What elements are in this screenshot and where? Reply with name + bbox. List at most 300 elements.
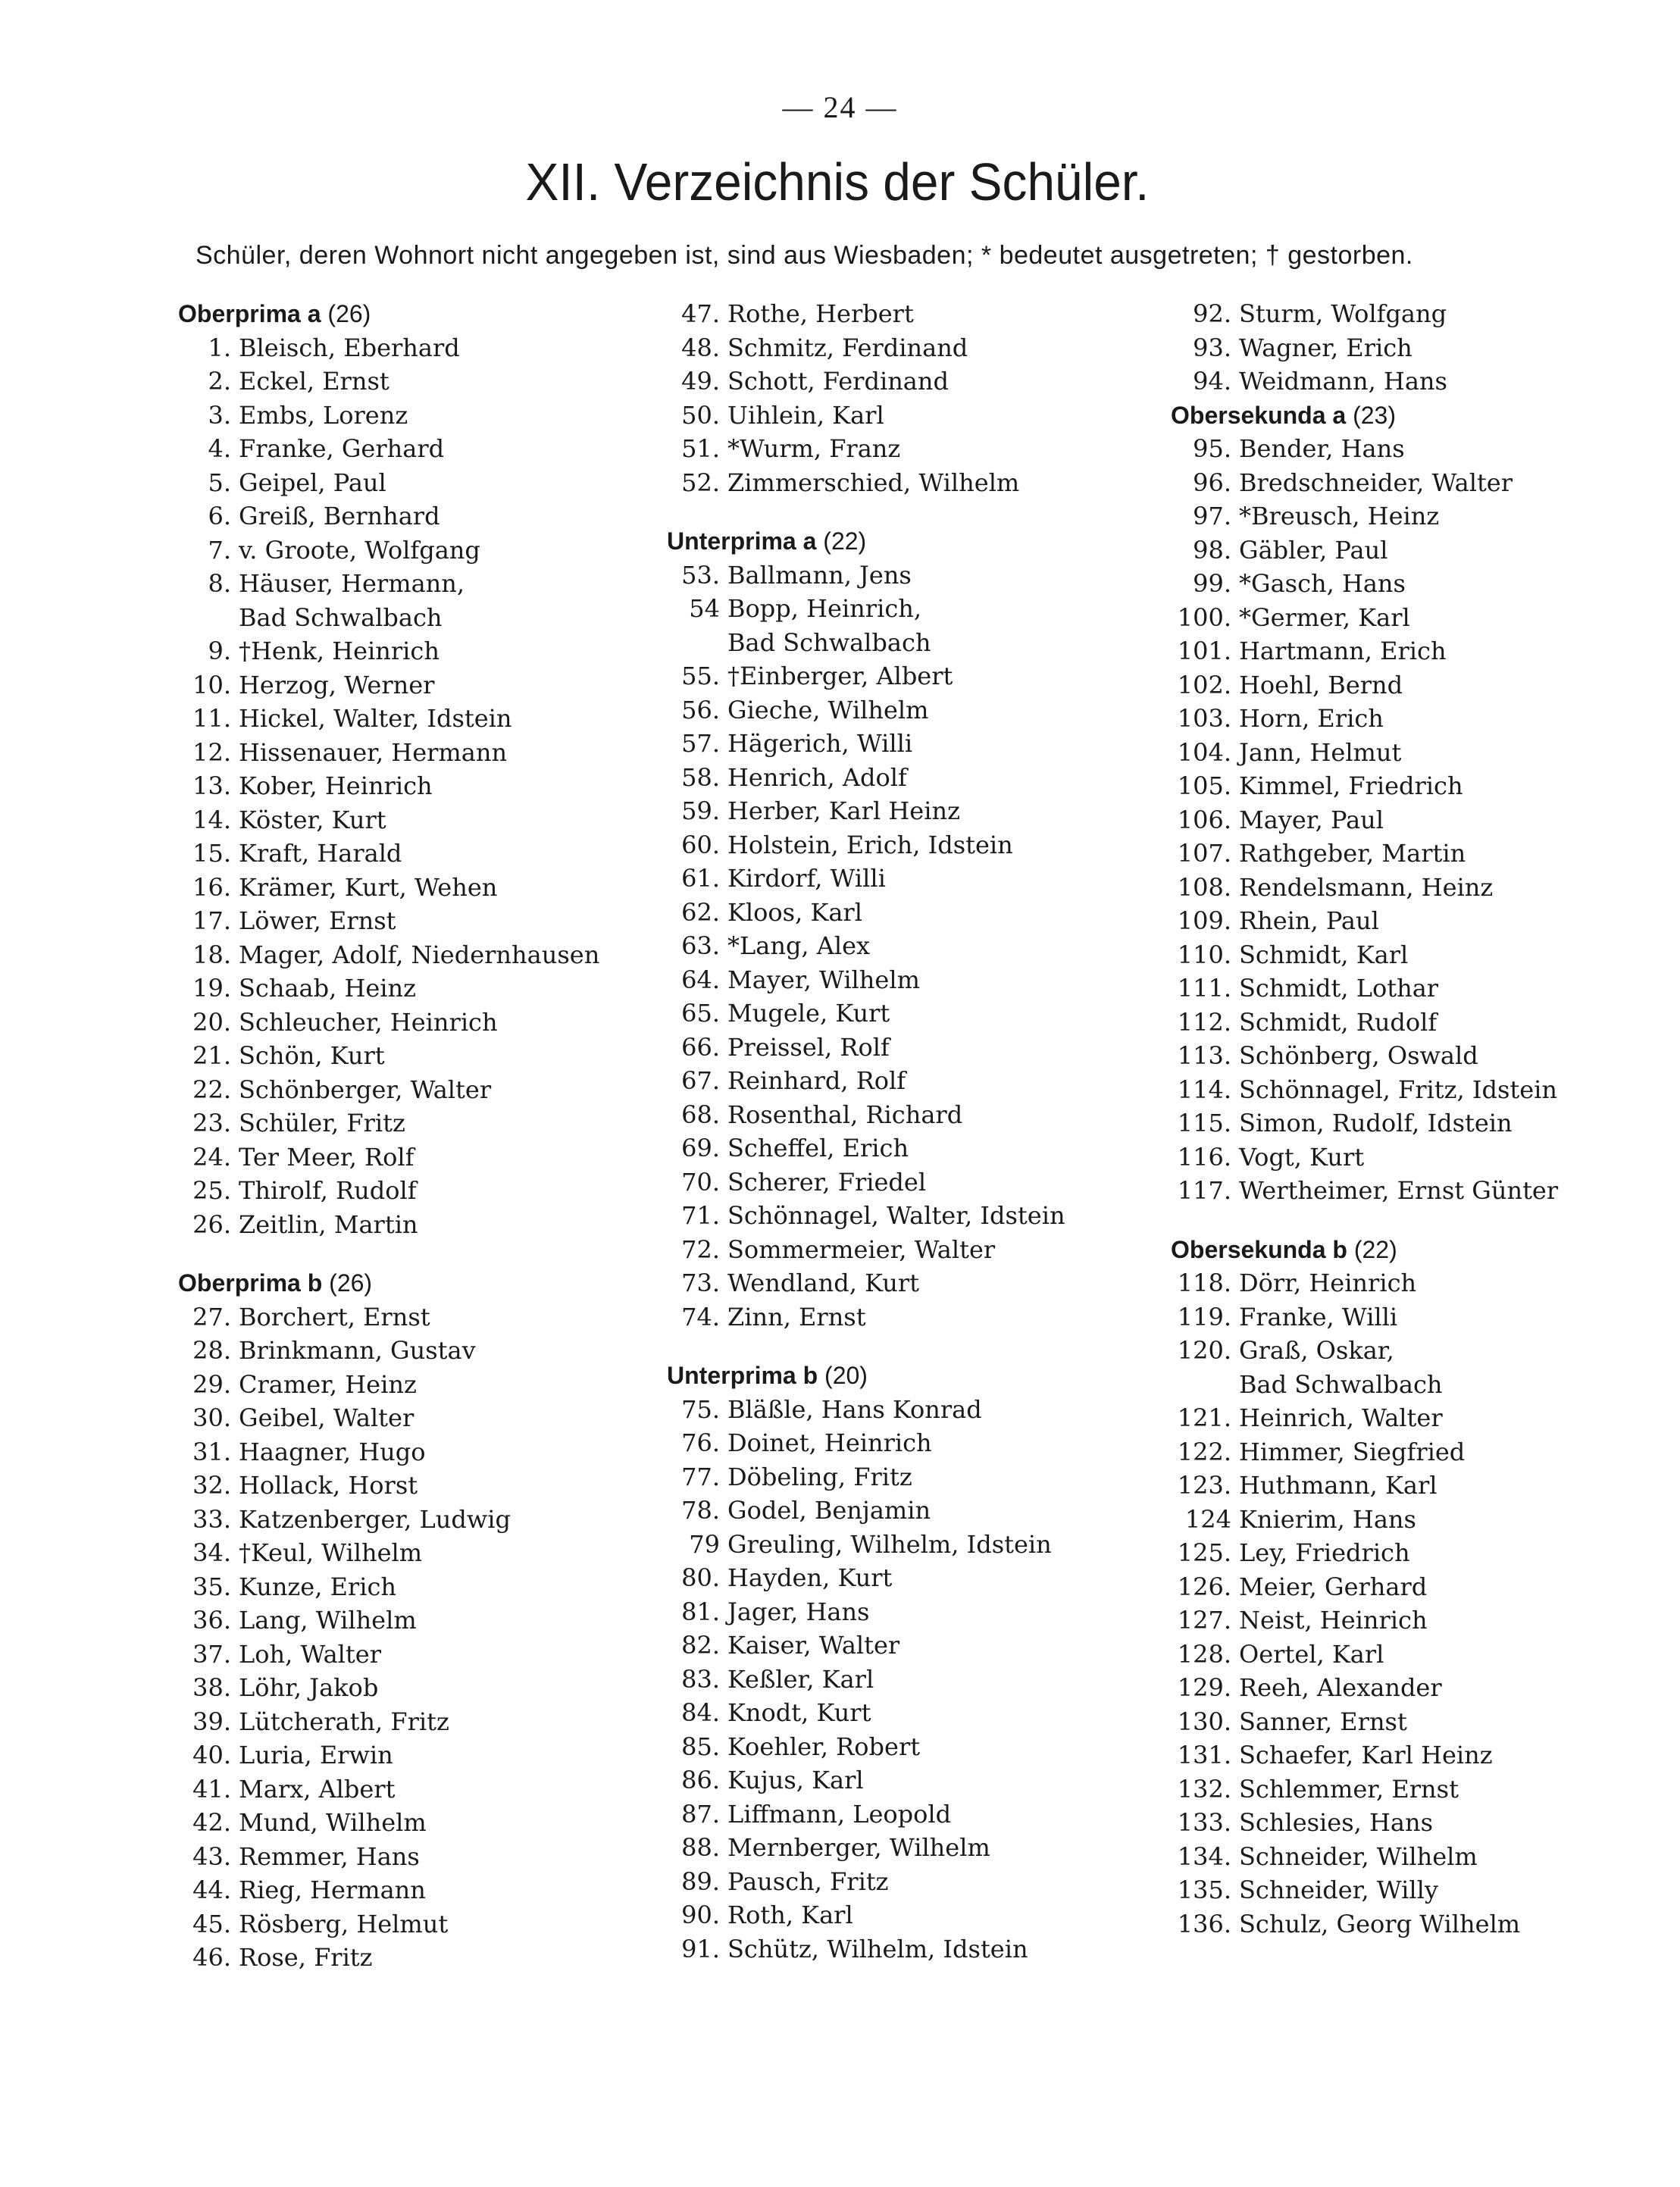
student-number: 92. xyxy=(1193,299,1231,328)
student-name: Gieche, Wilhelm xyxy=(727,695,929,724)
student-name: Mernberger, Wilhelm xyxy=(727,1833,990,1862)
student-number: 5. xyxy=(208,468,231,497)
student-name: Scherer, Friedel xyxy=(727,1167,927,1197)
student-entry xyxy=(1171,1401,1641,1435)
class-name: Oberprima b xyxy=(178,1269,323,1297)
student-number: 78. xyxy=(681,1496,720,1525)
page-title: XII. Verzeichnis der Schüler. xyxy=(525,152,1150,211)
student-number: 23. xyxy=(192,1109,231,1137)
student-name: Geipel, Paul xyxy=(239,468,386,497)
student-name: Rhein, Paul xyxy=(1239,906,1379,935)
student-name: Koehler, Robert xyxy=(727,1732,921,1761)
student-number: 109. xyxy=(1177,906,1231,935)
student-entry xyxy=(1171,499,1641,533)
student-number: 70. xyxy=(681,1167,720,1197)
student-name: Schönnagel, Walter, Idstein xyxy=(727,1201,1065,1230)
student-number: 89. xyxy=(681,1866,720,1896)
student-entry xyxy=(667,1494,1167,1528)
student-number: 86. xyxy=(681,1766,720,1794)
student-number: 88. xyxy=(681,1833,720,1862)
student-name: Rendelsmann, Heinz xyxy=(1239,872,1494,902)
student-name: *Germer, Karl xyxy=(1239,602,1410,632)
student-entry xyxy=(667,1865,1167,1899)
student-number: 85. xyxy=(681,1732,720,1761)
student-entry xyxy=(667,1300,1167,1334)
section-spacer xyxy=(1171,1208,1641,1233)
student-number: 113. xyxy=(1177,1041,1231,1070)
student-entry xyxy=(178,1334,633,1368)
student-entry xyxy=(1171,1266,1641,1300)
student-name: Haagner, Hugo xyxy=(239,1437,426,1466)
student-number: 93. xyxy=(1193,333,1231,362)
student-number: 134. xyxy=(1177,1841,1231,1871)
student-number: 12. xyxy=(192,737,231,767)
student-entry xyxy=(667,1426,1167,1460)
student-entry xyxy=(1171,432,1641,466)
student-entry xyxy=(667,761,1167,795)
student-number: 61. xyxy=(681,864,720,893)
student-entry xyxy=(667,659,1167,693)
student-number: 4. xyxy=(208,434,231,463)
student-entry xyxy=(1171,769,1641,803)
class-count: (22) xyxy=(1353,1235,1397,1263)
student-name: *Wurm, Franz xyxy=(727,434,901,463)
student-name: Loh, Walter xyxy=(239,1639,381,1669)
student-entry xyxy=(667,1898,1167,1932)
student-name: Mayer, Wilhelm xyxy=(727,965,920,994)
student-name: Köster, Kurt xyxy=(239,805,386,834)
student-number: 72. xyxy=(681,1234,720,1264)
student-entry xyxy=(1171,297,1641,331)
student-name: Rosenthal, Richard xyxy=(727,1100,963,1129)
student-name: Holstein, Erich, Idstein xyxy=(727,830,1013,859)
student-number: 135. xyxy=(1177,1876,1231,1904)
student-entry xyxy=(1171,1806,1641,1840)
student-name: Pausch, Fritz xyxy=(727,1866,889,1896)
student-entry xyxy=(667,1797,1167,1832)
student-number: 63. xyxy=(681,931,720,960)
student-number: 8. xyxy=(208,569,231,598)
student-name: Sommermeier, Walter xyxy=(727,1234,996,1264)
student-number: 118. xyxy=(1177,1269,1231,1297)
student-name: Knierim, Hans xyxy=(1239,1504,1416,1534)
class-heading xyxy=(178,297,633,331)
class-name: Oberprima a xyxy=(178,300,321,327)
student-number: 136. xyxy=(1177,1909,1231,1938)
student-entry xyxy=(1171,1334,1641,1368)
student-name: Liffmann, Leopold xyxy=(727,1799,952,1829)
student-entry xyxy=(178,1140,633,1175)
student-entry xyxy=(1171,533,1641,568)
student-number: 58. xyxy=(681,762,720,792)
student-number: 52. xyxy=(681,468,720,497)
student-name: Hoehl, Bernd xyxy=(1239,670,1403,699)
student-entry xyxy=(667,331,1167,365)
student-number: 7. xyxy=(208,535,231,565)
student-entry-continuation: Bad Schwalbach xyxy=(727,627,931,657)
student-entry xyxy=(178,1536,633,1570)
student-name: Hissenauer, Hermann xyxy=(239,737,508,767)
student-entry xyxy=(1171,1435,1641,1469)
student-number: 68. xyxy=(681,1100,720,1129)
student-number: 16. xyxy=(192,872,231,902)
student-number: 51. xyxy=(681,434,720,463)
student-entry xyxy=(178,1469,633,1503)
student-name: Doinet, Heinrich xyxy=(727,1428,932,1457)
student-entry-continuation: Bad Schwalbach xyxy=(239,602,443,632)
student-number: 91. xyxy=(681,1934,720,1963)
student-name: Reeh, Alexander xyxy=(1239,1673,1442,1702)
student-name: Godel, Benjamin xyxy=(727,1496,931,1525)
class-count: (26) xyxy=(327,300,371,327)
student-entry xyxy=(667,1831,1167,1865)
student-number: 117. xyxy=(1177,1176,1231,1205)
student-entry xyxy=(178,364,633,399)
student-number: 40. xyxy=(192,1741,231,1769)
student-name: Uihlein, Karl xyxy=(727,400,884,430)
student-number: 32. xyxy=(192,1471,231,1500)
student-number: 74. xyxy=(681,1302,720,1331)
student-name: Eckel, Ernst xyxy=(239,367,389,396)
student-entry xyxy=(667,1561,1167,1595)
student-number: 36. xyxy=(192,1606,231,1635)
student-name: Scheffel, Erich xyxy=(727,1134,909,1162)
student-name: Herzog, Werner xyxy=(239,670,435,699)
student-name: Embs, Lorenz xyxy=(239,400,408,430)
student-entry xyxy=(1171,1603,1641,1638)
student-name: Jann, Helmut xyxy=(1239,737,1402,767)
student-number: 96. xyxy=(1193,468,1231,497)
student-number: 59. xyxy=(681,796,720,825)
student-entry xyxy=(178,1174,633,1208)
student-number: 105. xyxy=(1177,771,1231,800)
student-entry xyxy=(1171,1772,1641,1807)
student-name: Rathgeber, Martin xyxy=(1239,839,1466,868)
student-entry xyxy=(667,1932,1167,1966)
student-name: Kraft, Harald xyxy=(239,839,402,868)
student-entry xyxy=(1171,1039,1641,1073)
student-name: Hickel, Walter, Idstein xyxy=(239,704,512,733)
student-entry xyxy=(1171,1570,1641,1604)
student-number: 94. xyxy=(1193,367,1231,396)
class-name: Unterprima a xyxy=(667,527,817,555)
student-name: Greuling, Wilhelm, Idstein xyxy=(727,1529,1052,1559)
student-number: 84. xyxy=(681,1698,720,1727)
student-name: Franke, Gerhard xyxy=(239,434,445,463)
student-name: Huthmann, Karl xyxy=(1239,1471,1438,1500)
student-entry xyxy=(667,862,1167,896)
student-number: 34. xyxy=(192,1538,231,1567)
section-spacer xyxy=(667,1334,1167,1359)
student-entry xyxy=(178,1006,633,1040)
student-entry xyxy=(178,1873,633,1907)
student-name: Herber, Karl Heinz xyxy=(727,796,960,825)
student-name: Kujus, Karl xyxy=(727,1766,864,1794)
student-name: Rösberg, Helmut xyxy=(239,1909,449,1938)
student-number: 42. xyxy=(192,1808,231,1837)
student-number: 54 xyxy=(689,594,720,623)
student-name: Mager, Adolf, Niedernhausen xyxy=(239,940,600,969)
student-name: Thirolf, Rudolf xyxy=(239,1176,417,1205)
student-name: Schüler, Fritz xyxy=(239,1109,405,1137)
student-name: v. Groote, Wolfgang xyxy=(239,535,480,565)
student-entry xyxy=(178,399,633,433)
student-entry xyxy=(1171,1738,1641,1772)
student-entry xyxy=(178,466,633,500)
student-entry xyxy=(1171,567,1641,601)
student-number: 44. xyxy=(192,1876,231,1904)
student-number: 15. xyxy=(192,839,231,868)
student-number: 127. xyxy=(1177,1606,1231,1635)
student-entry xyxy=(667,1730,1167,1764)
student-number: 25. xyxy=(192,1176,231,1205)
student-name: Schulz, Georg Wilhelm xyxy=(1239,1909,1521,1938)
student-name: Luria, Erwin xyxy=(239,1741,393,1769)
student-name: Bleisch, Eberhard xyxy=(239,333,460,362)
student-entry xyxy=(1171,1140,1641,1175)
student-entry xyxy=(667,1460,1167,1494)
student-number: 130. xyxy=(1177,1707,1231,1736)
student-number: 73. xyxy=(681,1269,720,1297)
student-number: 53. xyxy=(681,560,720,590)
student-number: 47. xyxy=(681,299,720,328)
student-number: 41. xyxy=(192,1774,231,1804)
student-entry xyxy=(1171,1073,1641,1107)
student-name: Wagner, Erich xyxy=(1239,333,1413,362)
student-entry xyxy=(1171,837,1641,871)
student-number: 62. xyxy=(681,897,720,927)
student-name: Lang, Wilhelm xyxy=(239,1606,417,1635)
student-entry xyxy=(178,1401,633,1435)
student-number: 79 xyxy=(689,1529,720,1559)
student-entry xyxy=(178,938,633,972)
student-name: Mayer, Paul xyxy=(1239,805,1384,834)
student-number: 28. xyxy=(192,1336,231,1365)
student-number: 56. xyxy=(681,695,720,724)
student-number: 17. xyxy=(192,906,231,935)
student-entry xyxy=(1171,871,1641,905)
student-entry xyxy=(667,432,1167,466)
student-number: 27. xyxy=(192,1302,231,1331)
student-name: Knodt, Kurt xyxy=(727,1698,871,1727)
student-name: Heinrich, Walter xyxy=(1239,1403,1443,1432)
student-name: Roth, Karl xyxy=(727,1901,853,1929)
student-entry xyxy=(178,1738,633,1772)
class-count: (26) xyxy=(329,1269,373,1297)
student-entry xyxy=(667,828,1167,862)
student-entry xyxy=(667,1528,1167,1562)
student-name: Marx, Albert xyxy=(239,1774,396,1804)
class-name: Obersekunda b xyxy=(1171,1235,1347,1263)
student-entry xyxy=(667,963,1167,997)
student-name: Gäbler, Paul xyxy=(1239,535,1388,565)
student-entry xyxy=(178,1570,633,1604)
student-name: Kloos, Karl xyxy=(727,897,862,927)
student-name: Kunze, Erich xyxy=(239,1572,396,1601)
student-entry xyxy=(667,1595,1167,1629)
student-number: 46. xyxy=(192,1943,231,1972)
student-number: 10. xyxy=(192,670,231,699)
student-number: 14. xyxy=(192,805,231,834)
student-number: 95. xyxy=(1193,434,1231,463)
student-entry xyxy=(178,904,633,938)
student-entry xyxy=(667,558,1167,593)
student-entry xyxy=(1171,1469,1641,1503)
student-number: 50. xyxy=(681,400,720,430)
student-name: Rothe, Herbert xyxy=(727,299,914,328)
student-number: 80. xyxy=(681,1563,720,1592)
student-number: 67. xyxy=(681,1066,720,1095)
student-number: 65. xyxy=(681,999,720,1028)
class-name: Unterprima b xyxy=(667,1362,818,1389)
student-entry xyxy=(667,1266,1167,1300)
student-name: Reinhard, Rolf xyxy=(727,1066,906,1095)
student-number: 106. xyxy=(1177,805,1231,834)
student-name: Kimmel, Friedrich xyxy=(1239,771,1463,800)
student-entry xyxy=(1171,1840,1641,1874)
class-count: (22) xyxy=(823,527,867,555)
student-name: Schönberger, Walter xyxy=(239,1075,492,1104)
student-name: *Gasch, Hans xyxy=(1239,569,1406,598)
student-number: 133. xyxy=(1177,1808,1231,1837)
student-number: 124 xyxy=(1184,1504,1231,1534)
student-number: 49. xyxy=(681,367,720,396)
student-number: 120. xyxy=(1177,1336,1231,1365)
student-number: 104. xyxy=(1177,737,1231,767)
student-number: 116. xyxy=(1177,1142,1231,1172)
student-entry xyxy=(1171,1907,1641,1941)
student-entry xyxy=(178,1106,633,1140)
student-entry xyxy=(667,466,1167,500)
student-name: Remmer, Hans xyxy=(239,1841,420,1871)
page-number: — 24 — xyxy=(782,90,898,124)
student-name: Zimmerschied, Wilhelm xyxy=(727,468,1020,497)
student-entry xyxy=(1171,1106,1641,1140)
student-name: †Einberger, Albert xyxy=(727,662,953,690)
student-number: 103. xyxy=(1177,704,1231,733)
student-name: Neist, Heinrich xyxy=(1239,1606,1428,1635)
student-entry xyxy=(1171,904,1641,938)
student-entry xyxy=(178,1907,633,1941)
student-name: Schütz, Wilhelm, Idstein xyxy=(727,1934,1028,1963)
student-name: *Lang, Alex xyxy=(727,931,871,960)
student-number: 55. xyxy=(681,662,720,690)
student-entry xyxy=(1171,1503,1641,1537)
student-entry xyxy=(667,1064,1167,1098)
student-name: Rieg, Hermann xyxy=(239,1876,426,1904)
student-entry xyxy=(178,331,633,365)
student-entry xyxy=(667,1629,1167,1663)
student-entry xyxy=(178,432,633,466)
student-column-2 xyxy=(667,297,1167,1966)
student-name: Simon, Rudolf, Idstein xyxy=(1239,1109,1513,1137)
student-number: 76. xyxy=(681,1428,720,1457)
student-entry xyxy=(178,1300,633,1334)
student-number: 107. xyxy=(1177,839,1231,868)
class-heading xyxy=(178,1266,633,1300)
student-entry xyxy=(178,1705,633,1739)
student-name: Katzenberger, Ludwig xyxy=(239,1504,511,1534)
student-number: 60. xyxy=(681,830,720,859)
student-name: Meier, Gerhard xyxy=(1239,1572,1428,1601)
class-count: (23) xyxy=(1353,401,1396,429)
student-name: Ballmann, Jens xyxy=(727,560,912,590)
student-name: Schneider, Willy xyxy=(1239,1876,1438,1904)
student-name: Borchert, Ernst xyxy=(239,1302,430,1331)
student-entry xyxy=(1171,736,1641,770)
student-number: 20. xyxy=(192,1007,231,1037)
student-name: Zinn, Ernst xyxy=(727,1302,866,1331)
student-name: Mund, Wilhelm xyxy=(239,1808,427,1837)
student-number: 114. xyxy=(1177,1075,1231,1104)
student-entry xyxy=(1171,1638,1641,1672)
student-name: Schmidt, Lothar xyxy=(1239,974,1439,1003)
student-number: 22. xyxy=(192,1075,231,1104)
student-entry xyxy=(178,1435,633,1469)
student-name: Schlemmer, Ernst xyxy=(1239,1774,1459,1804)
student-name: Himmer, Siegfried xyxy=(1239,1437,1466,1466)
student-number: 9. xyxy=(208,637,231,665)
class-count: (20) xyxy=(824,1362,868,1389)
student-entry xyxy=(178,1073,633,1107)
student-entry xyxy=(667,794,1167,828)
student-name: Oertel, Karl xyxy=(1239,1639,1384,1669)
student-name: Sturm, Wolfgang xyxy=(1239,299,1447,328)
student-entry xyxy=(1171,668,1641,702)
student-name: Zeitlin, Martin xyxy=(239,1209,418,1239)
student-column-3 xyxy=(1171,297,1641,1941)
student-name: Cramer, Heinz xyxy=(239,1369,417,1399)
student-entry xyxy=(178,668,633,702)
student-entry xyxy=(178,1840,633,1874)
student-number: 87. xyxy=(681,1799,720,1829)
legend-note: Schüler, deren Wohnort nicht angegeben ist, sind aus Wiesbaden; * bedeutet ausgetreten; † gestorben. xyxy=(196,241,1413,270)
student-name: Hartmann, Erich xyxy=(1239,637,1447,665)
student-entry xyxy=(1171,938,1641,972)
student-entry xyxy=(178,1503,633,1537)
student-name: Kirdorf, Willi xyxy=(727,864,886,893)
student-name: Brinkmann, Gustav xyxy=(239,1336,476,1365)
student-number: 57. xyxy=(681,729,720,758)
student-entry xyxy=(178,736,633,770)
student-name: Wendland, Kurt xyxy=(727,1269,920,1297)
student-entry xyxy=(667,929,1167,963)
student-entry xyxy=(667,1098,1167,1132)
student-name: Preissel, Rolf xyxy=(727,1032,890,1062)
student-number: 100. xyxy=(1177,602,1231,632)
student-name: Schön, Kurt xyxy=(239,1041,385,1070)
student-number: 35. xyxy=(192,1572,231,1601)
student-entry xyxy=(1171,1873,1641,1907)
student-number: 39. xyxy=(192,1707,231,1736)
student-number: 6. xyxy=(208,502,231,530)
student-name: Krämer, Kurt, Wehen xyxy=(239,872,498,902)
student-number: 115. xyxy=(1177,1109,1231,1137)
student-entry xyxy=(1171,1536,1641,1570)
student-number: 33. xyxy=(192,1504,231,1534)
student-entry xyxy=(1171,634,1641,668)
class-heading xyxy=(1171,1233,1641,1267)
student-entry xyxy=(178,1603,633,1638)
student-name: Häuser, Hermann, xyxy=(239,569,465,598)
student-entry xyxy=(667,1165,1167,1200)
student-number: 97. xyxy=(1193,502,1231,530)
student-entry xyxy=(1171,1300,1641,1334)
student-name: Bläßle, Hans Konrad xyxy=(727,1394,982,1424)
student-entry xyxy=(178,1368,633,1402)
student-name: *Breusch, Heinz xyxy=(1239,502,1440,530)
student-number: 112. xyxy=(1177,1007,1231,1037)
